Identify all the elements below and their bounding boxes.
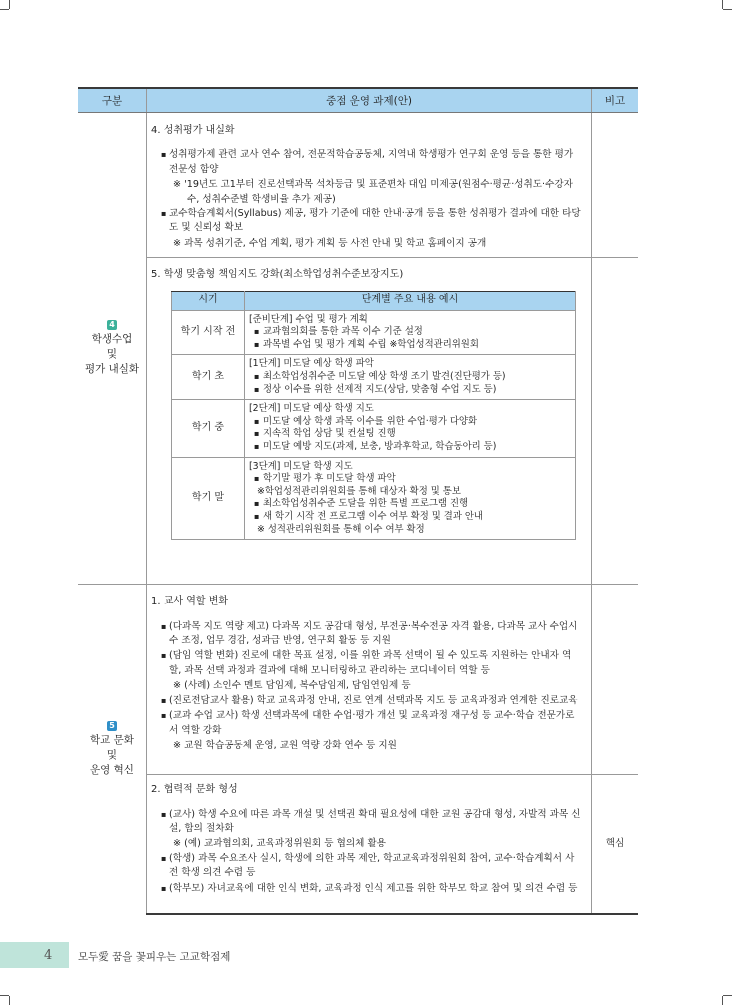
crop-mark-tr-h: [723, 9, 732, 10]
remark-core: 핵심: [592, 775, 639, 915]
stage-table-header-period: 시기: [172, 291, 245, 310]
section-title: 5. 학생 맞춤형 책임지도 강화(최소학업성취수준보장지도): [151, 269, 404, 281]
stage-content: [245, 355, 576, 400]
stage-row: [172, 400, 576, 457]
bullet-item: ▪ (교과 수업 교사) 학생 선택과목에 대한 수업·평가 개선 및 교육과정 재구성 등 교수·학습 전문가로서 역할 강화: [151, 709, 583, 738]
stage-title: [준비단계] 수업 및 평가 계획: [249, 313, 368, 325]
stage-content: [245, 400, 576, 457]
section-title: 4. 성취평가 내실화: [151, 125, 235, 136]
stage-bullet: ▪ 최소학업성취수준 미도달 예상 학생 조기 발견(진단평가 등): [249, 371, 571, 384]
stage-title: [1단계] 미도달 예상 학생 파악: [249, 358, 374, 370]
stage-bullet: ▪ 교과협의회를 통한 과목 이수 기준 설정: [249, 326, 571, 339]
stage-note: ※ 성적관리위원회를 통해 이수 여부 확정: [257, 523, 425, 535]
category-cell-4: [78, 113, 147, 585]
row-achievement-evaluation: [78, 113, 638, 258]
stage-period: 학기 시작 전: [172, 310, 245, 355]
category-label-line: 및: [106, 749, 118, 762]
row-cooperative-culture: [78, 775, 638, 915]
footer-bar: [0, 942, 69, 968]
task-cell: [147, 585, 592, 775]
main-table: [78, 87, 638, 915]
category-label-line: 및: [106, 348, 118, 361]
stage-table: [171, 291, 576, 541]
note-item: ※ '19년도 고1부터 진로선택과목 석차등급 및 표준편차 대입 미제공(원점수·평균·성취도·수강자 수, 성취수준별 학생비율 추가 제공): [173, 179, 573, 205]
crop-mark-tl-v: [9, 0, 10, 9]
stage-bullet: ▪ 정상 이수를 위한 선제적 지도(상담, 맞춤형 수업 지도 등): [249, 384, 571, 397]
remark-cell: [592, 258, 639, 585]
stage-bullet: ▪ 새 학기 시작 전 프로그램 이수 여부 확정 및 결과 안내: [249, 511, 571, 524]
page-number: 4: [44, 948, 53, 963]
category-label-line: 운영 혁신: [90, 764, 134, 777]
remark-cell: [592, 585, 639, 775]
crop-mark-br-v: [722, 996, 723, 1005]
bullet-item: ▪ (학생) 과목 수요조사 실시, 학생에 의한 과목 제안, 학교교육과정위원회 참여, 교수·학습계획서 사전 학생 의견 수렴 등: [151, 852, 583, 881]
stage-period: 학기 초: [172, 355, 245, 400]
header-row: [78, 88, 638, 113]
category-label-line: 평가 내실화: [84, 363, 140, 376]
category-number-badge: 4: [107, 320, 117, 330]
row-teacher-role: [78, 585, 638, 775]
task-cell: [147, 258, 592, 585]
crop-mark-tr-v: [722, 0, 723, 9]
crop-mark-bl-h: [0, 995, 9, 996]
row-responsible-guidance: [78, 258, 638, 585]
stage-bullet: ▪ 최소학업성취수준 도달을 위한 특별 프로그램 진행: [249, 498, 571, 511]
stage-bullet: ▪ 미도달 예방 지도(과제, 보충, 방과후학교, 학습동아리 등): [249, 441, 571, 454]
stage-period: 학기 중: [172, 400, 245, 457]
stage-bullet: ▪ 지속적 학업 상담 및 컨설팅 진행: [249, 428, 571, 441]
header-category: 구분: [78, 88, 147, 113]
task-cell: [147, 775, 592, 915]
stage-bullet: ▪ 과목별 수업 및 평가 계획 수립 ※학업성적관리위원회: [249, 339, 571, 352]
footer-title: 모두愛 꿈을 꽃피우는 고교학점제: [78, 951, 231, 963]
stage-row: [172, 457, 576, 540]
stage-row: [172, 310, 576, 355]
bullet-item: ▪ (다과목 지도 역량 제고) 다과목 지도 공감대 형성, 부전공·복수전공 자격 활용, 다과목 교사 수업시수 조정, 업무 경감, 성과급 반영, 연구회 활동 등 지원: [151, 620, 583, 649]
task-cell: [147, 113, 592, 258]
stage-note: ※학업성적관리위원회를 통해 대상자 확정 및 통보: [257, 485, 461, 497]
stage-row: [172, 355, 576, 400]
bullet-item: ▪ 교수학습계획서(Syllabus) 제공, 평가 기준에 대한 안내·공개 등을 통한 성취평가 결과에 대한 타당도 및 신뢰성 확보: [151, 207, 583, 236]
category-label-line: 학생수업: [91, 333, 133, 346]
stage-bullet: ▪ 학기말 평가 후 미도달 학생 파악: [249, 473, 571, 486]
stage-title: [2단계] 미도달 예상 학생 지도: [249, 403, 374, 415]
section-title: 1. 교사 역할 변화: [151, 596, 229, 608]
crop-mark-bl-v: [9, 996, 10, 1005]
category-4: [78, 320, 146, 377]
remark-cell: [592, 113, 639, 258]
category-number-badge: 5: [107, 721, 117, 731]
note-item: ※ (사례) 소인수 멘토 담임제, 복수담임제, 담임연임제 등: [173, 680, 411, 692]
category-label-line: 학교 문화: [90, 734, 134, 747]
bullet-item: ▪ 성취평가제 관련 교사 연수 참여, 전문적학습공동체, 지역내 학생평가 연구회 운영 등을 통한 평가 전문성 함양: [151, 148, 583, 177]
note-item: ※ (예) 교과협의회, 교육과정위원회 등 협의체 활용: [173, 838, 386, 850]
header-task: 중점 운영 과제(안): [147, 88, 592, 113]
stage-content: [245, 457, 576, 540]
stage-table-header-content: 단계별 주요 내용 예시: [245, 291, 576, 310]
section-title: 2. 협력적 문화 형성: [151, 784, 238, 796]
stage-period: 학기 말: [172, 457, 245, 540]
bullet-item: ▪ (진로전담교사 활용) 학교 교육과정 안내, 진로 연계 선택과목 지도 등 교육과정과 연계한 진로교육: [151, 694, 583, 708]
note-item: ※ 교원 학습공동체 운영, 교원 역량 강화 연수 등 지원: [173, 739, 397, 751]
crop-mark-tl-h: [0, 9, 9, 10]
crop-mark-br-h: [723, 995, 732, 996]
category-5: [78, 721, 146, 778]
note-item: ※ 과목 성취기준, 수업 계획, 평가 계획 등 사전 안내 및 학교 홈페이지 공개: [173, 237, 487, 249]
stage-content: [245, 310, 576, 355]
stage-bullet: ▪ 미도달 예상 학생 과목 이수를 위한 수업·평가 다양화: [249, 416, 571, 429]
bullet-item: ▪ (학부모) 자녀교육에 대한 인식 변화, 교육과정 인식 제고를 위한 학부모 학교 참여 및 의견 수렴 등: [151, 882, 583, 896]
header-remark: 비고: [592, 88, 639, 113]
bullet-item: ▪ (교사) 학생 수요에 따른 과목 개설 및 선택권 확대 필요성에 대한 교원 공감대 형성, 자발적 과목 신설, 합의 절차화: [151, 808, 583, 837]
stage-title: [3단계] 미도달 학생 지도: [249, 460, 353, 472]
category-cell-5: [78, 585, 147, 915]
bullet-item: ▪ (담임 역할 변화) 진로에 대한 목표 설정, 이를 위한 과목 선택이 될 수 있도록 지원하는 안내자 역할, 과목 선택 과정과 결과에 대해 모니터링하고 관리하는 코디네이터 역할 등: [151, 649, 583, 678]
